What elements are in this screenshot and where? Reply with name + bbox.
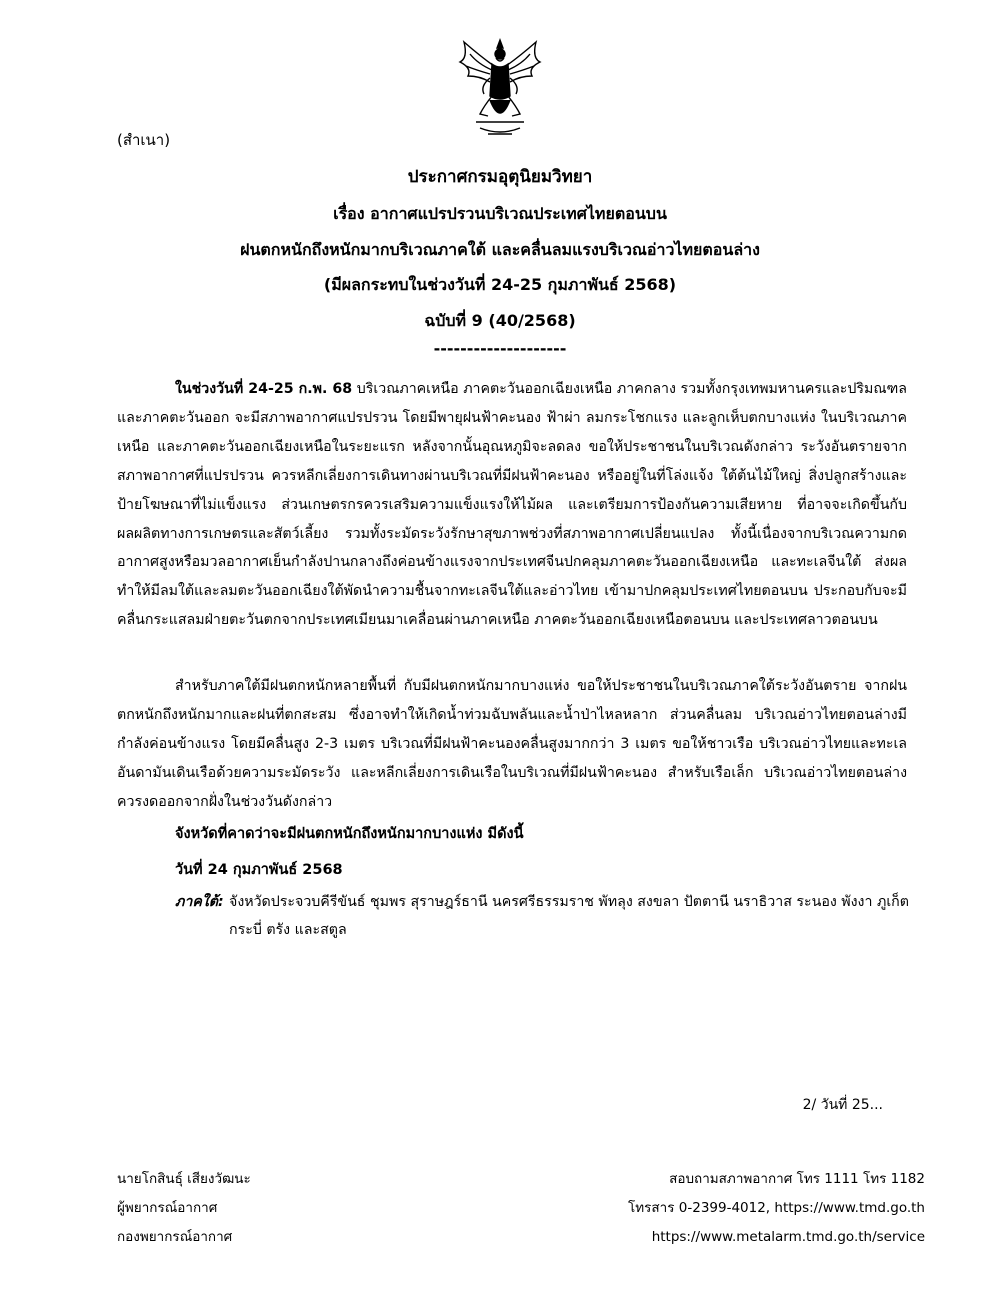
issue-number: ฉบับที่ 9 (40/2568) xyxy=(424,311,576,330)
paragraph-1-text: บริเวณภาคเหนือ ภาคตะวันออกเฉียงเหนือ ภาคกลาง รวมทั้งกรุงเทพมหานครและปริมณฑล และภาคตะวันออก จะมีสภาพอากาศแปรปรวน โดยมีพายุฝนฟ้าคะนอง ฟ้าผ่า ลมกระโชกแรง และลูกเห็บตกบางแห่ง ในบริเวณภาคเหนือ และภาคตะวันออกเฉียงเหนือในระยะแรก หลังจากนั้นอุณหภูมิจะลดลง ขอให้ประชาชนในบริเวณดังกล่าว ระวังอันตรายจากสภาพอากาศที่แปรปรวน ควรหลีกเลี่ยงการเดินทางผ่านบริเวณที่มีฝนฟ้าคะนอง หรืออยู่ในที่โล่งแจ้ง ใต้ต้นไม้ใหญ่ สิ่งปลูกสร้างและป้ายโฆษณาที่ไม่แข็งแรง ส่วนเกษตรกรควรเสริมความแข็งแรงให้ไม้ผล และเตรียมการป้องกันความเสียหาย ที่อาจจะเกิดขึ้นกับผลผลิตทางการเกษตรและสัตว์เลี้ยง รวมทั้งระมัดระวังรักษาสุขภาพช่วงที่สภาพอากาศเปลี่ยนแปลง ทั้งนี้เนื่องจากบริเวณความกดอากาศสูงหรือมวลอากาศเย็นกำลังปานกลางถึงค่อนข้างแรงจากประเทศจีนปกคลุมภาคตะวันออกเฉียงเหนือ และทะเลจีนใต้ ส่งผลทำให้มีลมใต้และลมตะวันออกเฉียงใต้พัดนำความชื้นจากทะเลจีนใต้และอ่าวไทย เข้ามาปกคลุมประเทศไทยตอนบน ประกอบกับจะมีคลื่นกระแสลมฝ่ายตะวันตกจากประเทศเมียนมาเคลื่อนผ่านภาคเหนือ ภาคตะวันออกเฉียงเหนือตอนบน และประเทศลาวตอนบน xyxy=(117,381,907,629)
region-provinces: จังหวัดประจวบคีรีขันธ์ ชุมพร สุราษฎร์ธานี นครศรีธรรมราช พัทลุง สงขลา ปัตตานี นราธิวาส ระนอง พังงา ภูเก็ต กระบี่ ตรัง และสตูล xyxy=(229,894,909,938)
forecaster-position: ผู้พยากรณ์อากาศ xyxy=(117,1200,218,1216)
copy-label: (สำเนา) xyxy=(117,131,171,149)
paragraph-1 xyxy=(117,375,907,635)
effect-period: (มีผลกระทบในช่วงวันที่ 24-25 กุมภาพันธ์ 2568) xyxy=(323,275,677,294)
announcement-title: ประกาศกรมอุตุนิยมวิทยา xyxy=(407,167,593,187)
continued-marker: 2/ วันที่ 25... xyxy=(802,1097,883,1113)
service-url-link[interactable]: https://www.metalarm.tmd.go.th/service xyxy=(651,1229,925,1245)
provinces-heading: จังหวัดที่คาดว่าจะมีฝนตกหนักถึงหนักมากบางแห่ง มีดังนี้ xyxy=(175,826,524,842)
announcement-subject: เรื่อง อากาศแปรปรวนบริเวณประเทศไทยตอนบน xyxy=(333,204,667,223)
date-heading: วันที่ 24 กุมภาพันธ์ 2568 xyxy=(175,862,343,878)
announcement-subject-line2: ฝนตกหนักถึงหนักมากบริเวณภาคใต้ และคลื่นลมแรงบริเวณอ่าวไทยตอนล่าง xyxy=(240,240,760,259)
signature-block xyxy=(117,1165,251,1252)
paragraph-2: สำหรับภาคใต้มีฝนตกหนักหลายพื้นที่ กับมีฝนตกหนักมากบางแห่ง ขอให้ประชาชนในบริเวณภาคใต้ระวังอันตราย จากฝนตกหนักถึงหนักมากและฝนที่ตกสะสม ซึ่งอาจทำให้เกิดน้ำท่วมฉับพลันและน้ำป่าไหลหลาก ส่วนคลื่นลม บริเวณอ่าวไทยตอนล่างมีกำลังค่อนข้างแรง โดยมีคลื่นสูง 2-3 เมตร บริเวณที่มีฝนฟ้าคะนองคลื่นสูงมากกว่า 3 เมตร ขอให้ชาวเรือ บริเวณอ่าวไทยและทะเลอันดามันเดินเรือด้วยความระมัดระวัง และหลีกเลี่ยงการเดินเรือในบริเวณที่มีฝนฟ้าคะนอง สำหรับเรือเล็ก บริเวณอ่าวไทยตอนล่างควรงดออกจากฝั่งในช่วงวันดังกล่าว xyxy=(117,678,907,810)
garuda-emblem xyxy=(450,36,550,140)
contact-fax-website[interactable]: โทรสาร 0-2399-4012, https://www.tmd.go.th xyxy=(628,1200,925,1216)
contact-phone: สอบถามสภาพอากาศ โทร 1111 โทร 1182 xyxy=(669,1171,925,1187)
paragraph-1-lead: ในช่วงวันที่ 24-25 ก.พ. 68 xyxy=(175,381,353,397)
separator-line: -------------------- xyxy=(433,339,567,358)
contact-block xyxy=(628,1165,925,1252)
forecaster-name: นายโกสินธุ์ เสียงวัฒนะ xyxy=(117,1171,251,1187)
region-label: ภาคใต้: xyxy=(175,894,224,910)
forecaster-division: กองพยากรณ์อากาศ xyxy=(117,1229,233,1245)
